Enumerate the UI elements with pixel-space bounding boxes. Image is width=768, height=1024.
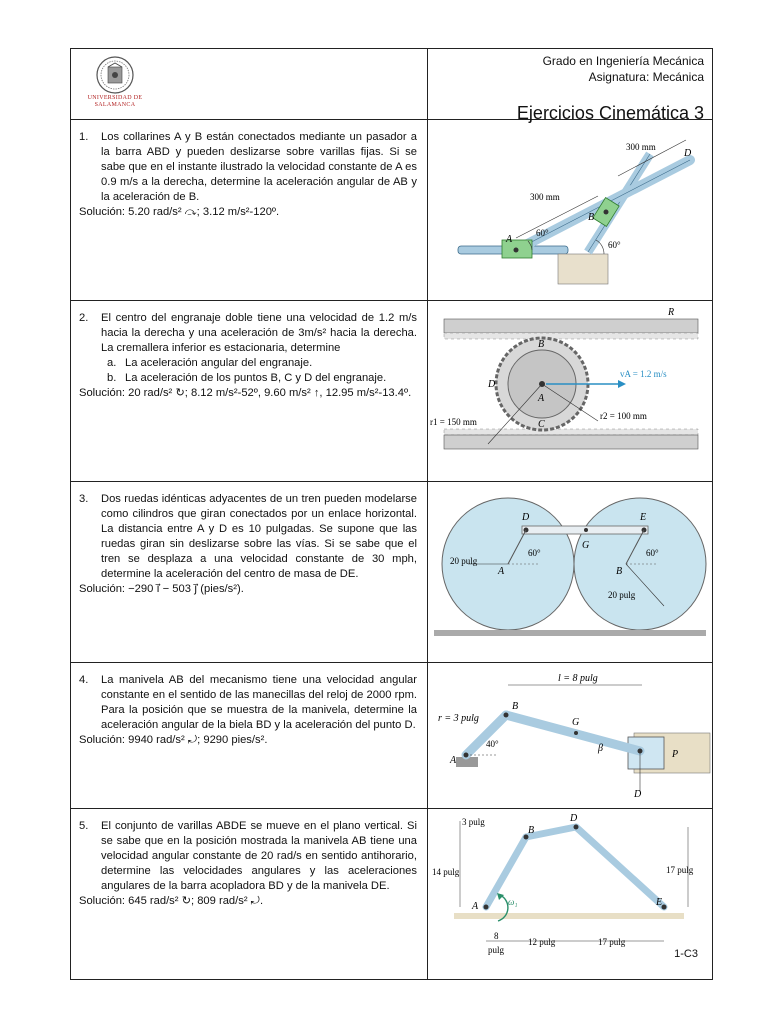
dim-label-2: 300 mm: [626, 142, 656, 152]
problem-solution: Solución: 5.20 rad/s² ⤼; 3.12 m/s²-120º.: [79, 206, 280, 218]
problem-solution: Solución: 20 rad/s² ↻; 8.12 m/s²-52º, 9.60 m/s² ↑, 12.95 m/s²-13.4º.: [79, 387, 412, 399]
problem-statement: Los collarines A y B están conectados mediante un pasador a la barra ABD y pueden deslizarse sobre varillas fijas. Si se sabe que en el instante ilustrado la velocidad constante de A es 0.9 m/s a la derecha, determine la aceleración angular de AB y la aceleración de B.: [101, 131, 417, 203]
radius-r1-label: r1 = 150 mm: [430, 417, 477, 427]
point-d-label: D: [488, 379, 496, 390]
problem-number: 1.: [79, 131, 89, 143]
angle-label-1: 60°: [528, 548, 541, 558]
piston-p-label: P: [672, 749, 679, 760]
problem-statement: La manivela AB del mecanismo tiene una velocidad angular constante en el sentido de las manecillas del reloj de 2000 rpm. Para la posición que se muestra de la manivela, determine la aceleración angular de la biela BD y la aceleración del punto D.: [101, 674, 417, 731]
problem-statement: Dos ruedas idénticas adyacentes de un tren pueden modelarse como cilindros que giran conectados por un enlace horizontal. La distancia entre A y D es 10 pulgadas. Se supone que las ruedas giran sin deslizarse sobre las vías. Si se sabe que el tren se desplaza a una velocidad constante de 30 mph, determine la aceleración del centro de masa de DE.: [101, 493, 417, 580]
point-d-label: D: [522, 512, 530, 523]
sub-item: [79, 371, 417, 386]
radius-label-1: 20 pulg: [450, 556, 478, 566]
sub-item-text: La aceleración angular del engranaje.: [125, 357, 313, 369]
page-title: Ejercicios Cinemática 3: [516, 103, 704, 123]
angle-label-2: 60°: [646, 548, 659, 558]
point-e-label: E: [640, 512, 647, 523]
dim-12-label: 12 pulg: [528, 937, 556, 947]
dim-17-horizontal-label: 17 pulg: [598, 937, 626, 947]
dim-14-label: 14 pulg: [432, 867, 460, 877]
sub-item-letter: a.: [107, 357, 117, 369]
point-a-label: A: [538, 393, 545, 404]
university-seal-icon: [95, 55, 135, 95]
length-label: l = 8 pulg: [558, 673, 598, 684]
problem-5-text: [71, 809, 428, 980]
problem-solution: Solución: 9940 rad/s² ⤾; 9290 pies/s².: [79, 734, 268, 746]
point-a-label: A: [506, 234, 513, 245]
logo-text-line2: SALAMANCA: [94, 102, 136, 108]
omega-label: ω₁: [508, 897, 518, 907]
radius-label-2: 20 pulg: [608, 590, 636, 600]
point-a-label: A: [498, 566, 505, 577]
point-b-label: B: [538, 339, 545, 350]
point-b-label: B: [512, 701, 519, 712]
header-logo-cell: [71, 49, 428, 120]
crank-angle-label: 40°: [486, 739, 499, 749]
dim-8-unit-label: pulg: [488, 945, 505, 955]
rack-r-label: R: [668, 307, 675, 318]
dim-3-label: 3 pulg: [462, 817, 485, 827]
point-a-label: A: [450, 755, 457, 766]
logo-text-line1: UNIVERSIDAD DE: [87, 95, 143, 101]
collar-bar-diagram: [428, 120, 712, 290]
problem-4-text: [71, 663, 428, 809]
problem-solution: Solución: 645 rad/s² ↻; 809 rad/s² ⤾.: [79, 895, 264, 907]
point-d-label: D: [684, 148, 692, 159]
point-b-label: B: [616, 566, 623, 577]
point-g-label: G: [572, 717, 580, 728]
problem-solution: Solución: −290 i⃗ − 503 j⃗ (pies/s²).: [79, 583, 244, 595]
angle-label-2: 60°: [608, 240, 621, 250]
sub-item: [79, 356, 417, 371]
point-g-label: G: [582, 540, 590, 551]
problem-number: 5.: [79, 820, 89, 832]
point-a-label: A: [472, 901, 479, 912]
angle-label-1: 60°: [536, 228, 549, 238]
problem-1-text: [71, 120, 428, 301]
problem-1-figure: [428, 120, 713, 301]
radius-label: r = 3 pulg: [438, 713, 479, 724]
problem-statement: El centro del engranaje doble tiene una velocidad de 1.2 m/s hacia la derecha y una aceleración de 3m/s² hacia la derecha. La cremallera inferior es estacionaria, determine: [101, 312, 417, 354]
problem-5-figure: [428, 809, 713, 980]
train-wheels-diagram: [428, 482, 712, 650]
point-e-label: E: [656, 897, 663, 908]
problem-number: 3.: [79, 493, 89, 505]
degree-name: Grado en Ingeniería Mecánica: [542, 54, 704, 68]
header-info-cell: [428, 49, 713, 123]
four-bar-linkage-diagram: [428, 809, 712, 967]
exercise-table: [70, 48, 713, 980]
problem-statement: El conjunto de varillas ABDE se mueve en el plano vertical. Si se sabe que en la posición mostrada la manivela AB tiene una velocidad angular constante de 20 rad/s en sentido antihorario, determine las velocidades angulares y las aceleraciones angulares de la barra acopladora BD y de la manivela DE.: [101, 820, 417, 892]
radius-r2-label: r2 = 100 mm: [600, 411, 647, 421]
crank-slider-diagram: [428, 663, 712, 797]
sub-item-letter: b.: [107, 372, 117, 384]
problem-3-figure: [428, 482, 713, 663]
point-b-label: B: [528, 825, 535, 836]
point-c-label: C: [538, 419, 545, 430]
problem-2-text: [71, 301, 428, 482]
problem-3-text: [71, 482, 428, 663]
velocity-label: vA = 1.2 m/s: [620, 369, 667, 379]
dim-8-label: 8: [494, 931, 499, 941]
dim-17-vertical-label: 17 pulg: [666, 865, 694, 875]
problem-2-figure: [428, 301, 713, 482]
subject-name: Asignatura: Mecánica: [588, 70, 704, 84]
problem-number: 4.: [79, 674, 89, 686]
problem-4-figure: [428, 663, 713, 809]
beta-angle-label: β: [598, 743, 603, 754]
point-d-label: D: [570, 813, 578, 824]
page-number: 1-C3: [674, 948, 698, 960]
problem-number: 2.: [79, 312, 89, 324]
point-d-label: D: [634, 789, 642, 797]
point-b-label: B: [588, 212, 595, 223]
dim-label-1: 300 mm: [530, 192, 560, 202]
sub-item-text: La aceleración de los puntos B, C y D del engranaje.: [125, 372, 387, 384]
gear-rack-diagram: [428, 301, 712, 469]
university-logo: [85, 55, 145, 109]
